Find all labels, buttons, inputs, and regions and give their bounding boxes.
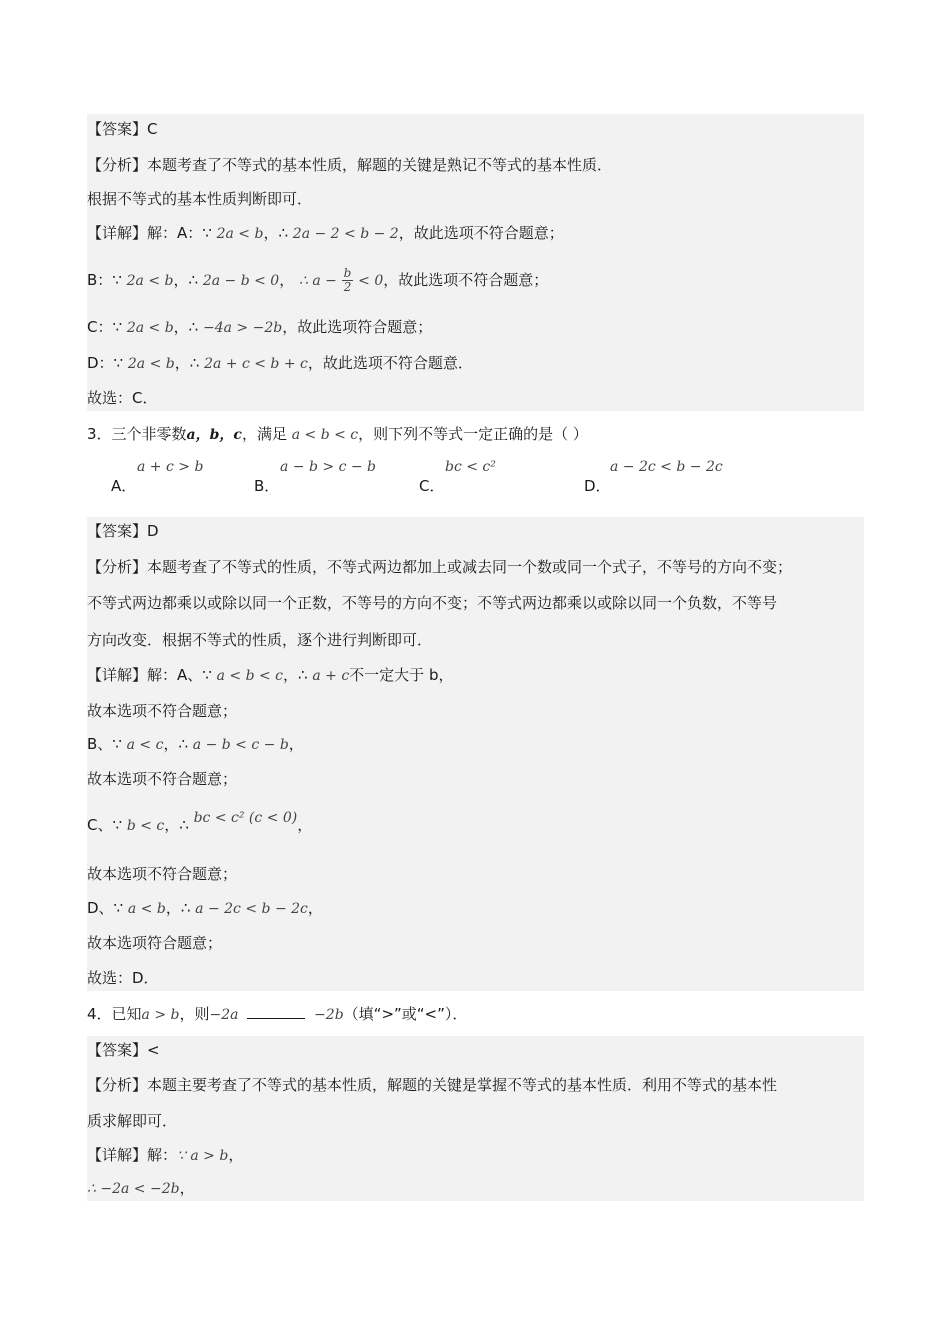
answer-line: 【答案】< — [87, 1041, 160, 1059]
math-expr: < 0 — [358, 273, 384, 289]
detail-line-d: D、∵ a < b，∴ a − 2c < b − 2c， — [87, 899, 323, 917]
math-expr: a + c — [312, 668, 350, 684]
math-expr: a < b < c — [291, 427, 359, 443]
result-line-d: 故本选项符合题意； — [87, 934, 223, 952]
math-expr: ∴ −2a < −2b — [87, 1181, 180, 1197]
math-expr: a − b < c − b — [192, 737, 289, 753]
math-expr: b < c — [126, 818, 165, 834]
solution-block-q3 — [87, 517, 864, 991]
math-expr: a < b — [127, 901, 166, 917]
math-expr: 2a < b — [127, 356, 175, 372]
analysis-line-3: 方向改变．根据不等式的性质，逐个进行判断即可． — [87, 631, 433, 649]
detail-line-d: D：∵ 2a < b，∴ 2a + c < b + c，故此选项不符合题意． — [87, 354, 473, 372]
math-expr: 2a < b — [126, 273, 174, 289]
detail-line: 【详解】解：∵ a > b， — [87, 1146, 244, 1164]
detail-line-c: C：∵ 2a < b，∴ −4a > −2b，故此选项符合题意； — [87, 318, 433, 336]
analysis-line-1: 【分析】本题主要考查了不等式的基本性质，解题的关键是掌握不等式的基本性质．利用不等式的基本性 — [87, 1076, 778, 1094]
answer-line: 【答案】D — [87, 522, 159, 540]
math-expr: 2a − 2 < b − 2 — [292, 226, 399, 242]
result-line-b: 故本选项不符合题意； — [87, 770, 238, 788]
analysis-line-2: 质求解即可． — [87, 1112, 178, 1130]
detail-line-a: 【详解】解：A、∵ a < b < c，∴ a + c不一定大于 b， — [87, 666, 454, 684]
choice-line: 故选：C． — [87, 389, 158, 407]
analysis-line-2: 根据不等式的基本性质判断即可． — [87, 190, 313, 208]
detail-line-b: B、∵ a < c，∴ a − b < c − b， — [87, 735, 304, 753]
math-expr: 2a < b — [126, 320, 174, 336]
math-expr: a − 2c < b − 2c — [195, 901, 308, 917]
math-expr: −2b — [314, 1007, 344, 1023]
detail-line-b: B：∵ 2a < b，∴ 2a − b < 0， ∴ a − $\frac{b}{2}$ < 0，故此选项不符合题意； — [87, 266, 549, 294]
result-line-a: 故本选项不符合题意； — [87, 702, 238, 720]
question-3-stem: 3．三个非零数a，b，c，满足 a < b < c，则下列不等式一定正确的是（ ） — [87, 425, 588, 443]
math-expr: 2a − b < 0 — [202, 273, 280, 289]
math-expr: −2a — [209, 1007, 239, 1023]
math-expr: 2a < b — [216, 226, 264, 242]
solution-block-q4 — [87, 1036, 864, 1201]
answer-blank[interactable] — [247, 1004, 305, 1019]
result-line-c: 故本选项不符合题意； — [87, 865, 238, 883]
analysis-line-2: 不等式两边都乘以或除以同一个正数，不等号的方向不变；不等式两边都乘以或除以同一个负数，不等号 — [87, 594, 778, 612]
analysis-line-1: 【分析】本题考查了不等式的性质，不等式两边都加上或减去同一个数或同一个式子，不等号的方向不变； — [87, 558, 793, 576]
question-4-stem: 4．已知a > b，则−2a −2b（填“>”或“<”）． — [87, 1005, 468, 1023]
math-expr: bc < c² (c < 0) — [193, 810, 298, 826]
detail-line-c: C、∵ b < c，∴ bc < c² (c < 0)， — [87, 810, 313, 834]
solution-block-q2 — [87, 114, 864, 411]
math-expr: 2a + c < b + c — [204, 356, 308, 372]
choice-line: 故选：D． — [87, 969, 159, 987]
math-expr: ∴ a − — [299, 273, 337, 289]
math-expr: ∵ a > b — [177, 1148, 229, 1164]
math-expr: a < c — [126, 737, 164, 753]
detail-line-a: 【详解】解：A：∵ 2a < b，∴ 2a − 2 < b − 2，故此选项不符合题意； — [87, 224, 564, 242]
answer-line: 【答案】C — [87, 120, 158, 138]
math-expr: a < b < c — [216, 668, 284, 684]
math-expr: a > b — [141, 1007, 180, 1023]
math-expr: −4a > −2b — [203, 320, 283, 336]
analysis-line: 【分析】本题考查了不等式的基本性质，解题的关键是熟记不等式的基本性质． — [87, 156, 613, 174]
conclusion-line: ∴ −2a < −2b， — [87, 1179, 195, 1197]
fraction: $\frac{b}{2}$ — [343, 266, 352, 294]
